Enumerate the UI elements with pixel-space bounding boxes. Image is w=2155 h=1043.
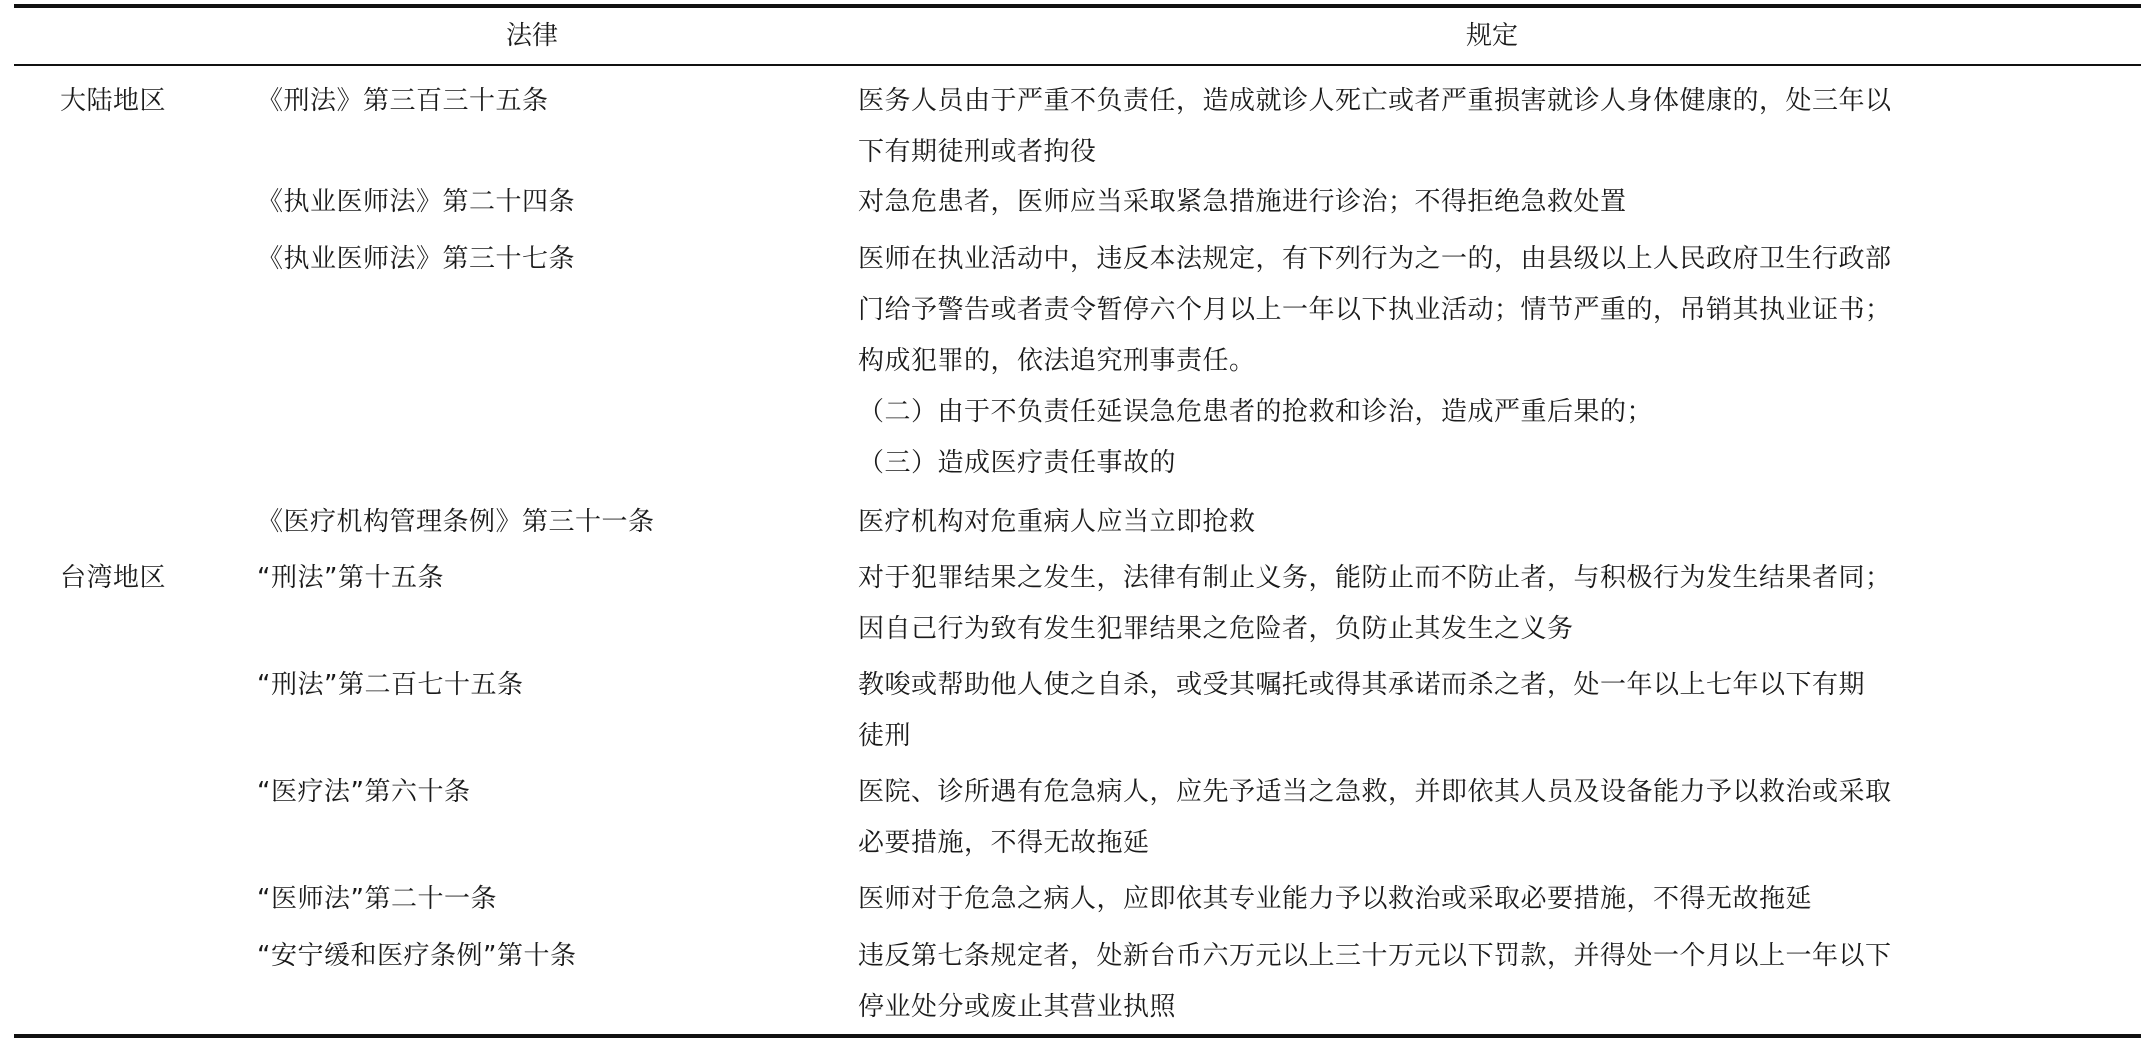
regulation-cell bbox=[858, 177, 2126, 228]
regulation-cell bbox=[858, 767, 2126, 869]
regulation-line: 教唆或帮助他人使之自杀，或受其嘱托或得其承诺而杀之者，处一年以上七年以下有期 bbox=[858, 670, 1866, 700]
law-cell: 《医疗机构管理条例》第三十一条 bbox=[257, 507, 655, 537]
regulation-line: 停业处分或废止其营业执照 bbox=[858, 992, 1177, 1022]
table-bottom-rule bbox=[14, 1034, 2141, 1038]
header-rule bbox=[14, 64, 2141, 66]
regulation-line: （二）由于不负责任延误急危患者的抢救和诊治，造成严重后果的； bbox=[858, 397, 1654, 427]
regulation-line: 对急危患者，医师应当采取紧急措施进行诊治；不得拒绝急救处置 bbox=[858, 187, 1627, 217]
regulation-line: 对于犯罪结果之发生，法律有制止义务，能防止而不防止者，与积极行为发生结果者同； bbox=[858, 563, 1892, 593]
table-top-rule bbox=[14, 4, 2141, 8]
law-cell: “刑法”第二百七十五条 bbox=[257, 670, 524, 700]
region-cell: 台湾地区 bbox=[60, 563, 167, 593]
regulation-cell bbox=[858, 553, 2126, 655]
header-law: 法律 bbox=[506, 21, 559, 51]
regulation-line: 必要措施，不得无故拖延 bbox=[858, 828, 1150, 858]
law-cell: 《执业医师法》第二十四条 bbox=[257, 187, 576, 217]
law-cell: 《刑法》第三百三十五条 bbox=[257, 86, 549, 116]
regulation-cell bbox=[858, 874, 2126, 925]
regulation-line: 徒刑 bbox=[858, 721, 912, 751]
regulation-cell bbox=[858, 497, 2126, 548]
regulation-line: 构成犯罪的，依法追究刑事责任。 bbox=[858, 346, 1256, 376]
regulation-line: 门给予警告或者责令暂停六个月以上一年以下执业活动；情节严重的，吊销其执业证书； bbox=[858, 295, 1892, 325]
law-cell: 《执业医师法》第三十七条 bbox=[257, 244, 576, 274]
law-cell: “医疗法”第六十条 bbox=[257, 777, 471, 807]
regulation-line: 医疗机构对危重病人应当立即抢救 bbox=[858, 507, 1256, 537]
regulation-line: 医师对于危急之病人，应即依其专业能力予以救治或采取必要措施，不得无故拖延 bbox=[858, 884, 1813, 914]
regulation-cell bbox=[858, 931, 2126, 1033]
law-cell: “刑法”第十五条 bbox=[257, 563, 444, 593]
law-cell: “安宁缓和医疗条例”第十条 bbox=[257, 941, 577, 971]
regulation-cell bbox=[858, 76, 2126, 178]
regulation-line: 下有期徒刑或者拘役 bbox=[858, 137, 1097, 167]
regulation-line: 违反第七条规定者，处新台币六万元以上三十万元以下罚款，并得处一个月以上一年以下 bbox=[858, 941, 1892, 971]
region-cell: 大陆地区 bbox=[60, 86, 167, 116]
regulation-line: 因自己行为致有发生犯罪结果之危险者，负防止其发生之义务 bbox=[858, 614, 1574, 644]
regulation-line: 医师在执业活动中，违反本法规定，有下列行为之一的，由县级以上人民政府卫生行政部 bbox=[858, 244, 1892, 274]
law-cell: “医师法”第二十一条 bbox=[257, 884, 497, 914]
regulation-line: 医院、诊所遇有危急病人，应先予适当之急救，并即依其人员及设备能力予以救治或采取 bbox=[858, 777, 1892, 807]
regulation-line: （三）造成医疗责任事故的 bbox=[858, 448, 1177, 478]
regulation-cell bbox=[858, 234, 2126, 489]
regulation-line: 医务人员由于严重不负责任，造成就诊人死亡或者严重损害就诊人身体健康的，处三年以 bbox=[858, 86, 1892, 116]
regulation-cell bbox=[858, 660, 2126, 762]
header-regulation: 规定 bbox=[1466, 21, 1519, 51]
